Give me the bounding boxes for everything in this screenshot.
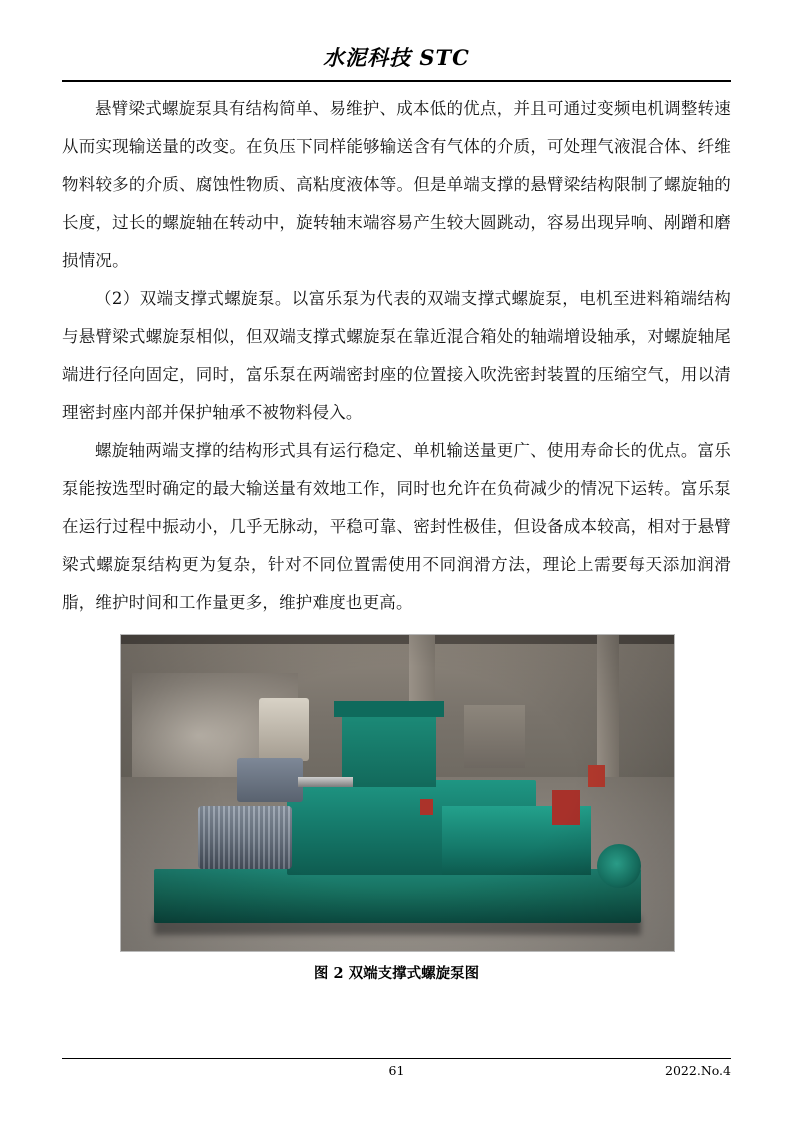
journal-title: 水泥科技 STC [323, 45, 470, 70]
photo-vignette [121, 635, 674, 951]
header-divider [62, 80, 731, 82]
figure-image [120, 634, 675, 952]
figure-caption: 图 2 双端支撑式螺旋泵图 [313, 965, 480, 982]
page-header [0, 42, 793, 72]
issue-label: 2022.No.4 [665, 1063, 731, 1078]
paragraph-3: 螺旋轴两端支撑的结构形式具有运行稳定、单机输送量更广、使用寿命长的优点。富乐泵能按选型时确定的最大输送量有效地工作，同时也允许在负荷减少的情况下运转。富乐泵在运行过程中振动小，几乎无脉动，平稳可靠、密封性极佳，但设备成本较高，相对于悬臂梁式螺旋泵结构更为复杂，针对不同位置需使用不同润滑方法，理论上需要每天添加润滑脂，维护时间和工作量更多，维护难度也更高。 [62, 441, 731, 612]
page-number: 61 [388, 1063, 405, 1078]
screw-pump-photo [121, 635, 674, 951]
article-body [62, 90, 731, 622]
paragraph-2: （2）双端支撑式螺旋泵。以富乐泵为代表的双端支撑式螺旋泵，电机至进料箱端结构与悬臂梁式螺旋泵相似，但双端支撑式螺旋泵在靠近混合箱处的轴端增设轴承，对螺旋轴尾端进行径向固定，同时，富乐泵在两端密封座的位置接入吹洗密封装置的压缩空气，用以清理密封座内部并保护轴承不被物料侵入。 [62, 289, 731, 422]
figure-block [120, 634, 673, 983]
footer-divider [62, 1058, 731, 1059]
paragraph-1: 悬臂梁式螺旋泵具有结构简单、易维护、成本低的优点，并且可通过变频电机调整转速从而实现输送量的改变。在负压下同样能够输送含有气体的介质，可处理气液混合体、纤维物料较多的介质、腐蚀性物质、高粘度液体等。但是单端支撑的悬臂梁结构限制了螺旋轴的长度，过长的螺旋轴在转动中，旋转轴末端容易产生较大圆跳动，容易出现异响、剐蹭和磨损情况。 [62, 99, 731, 270]
